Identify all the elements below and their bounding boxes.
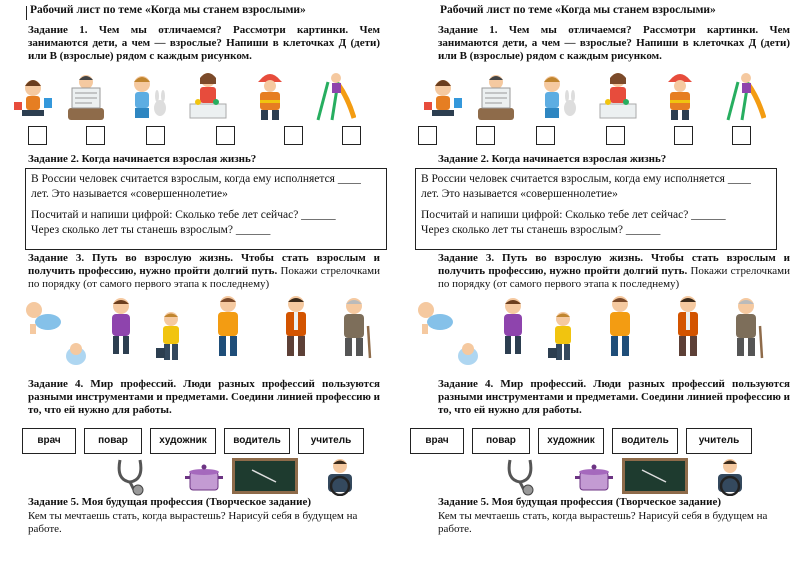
profession-doctor[interactable]: врач [22,428,76,454]
tools-row [20,456,380,496]
adult-cooking-picture [186,68,230,124]
profession-teacher[interactable]: учитель [686,428,752,454]
task5-title: Задание 5. Моя будущая профессия (Творческое задание) [28,496,312,508]
task3-text-copy: Задание 3. Путь во взрослую жизнь. Чтобы стать взрослым и получить профессию, нужно пройти долгий путь. Покажи стрелочками по порядку (от самого первого этапа к последнему) [438,252,791,290]
child-picture [106,296,136,358]
child-playing-picture [422,68,466,124]
elderly-person-picture [340,296,374,360]
adult-picture [280,294,312,360]
task2-line2: Посчитай и напиши цифрой: Сколько тебе лет сейчас? ______ [421,209,726,221]
answer-box-3[interactable] [146,126,165,145]
answer-box-1[interactable] [28,126,47,145]
adult-firefighter-picture [658,68,702,124]
task2-box-copy [415,168,777,250]
child-picture [498,296,528,358]
task2-line3: Через сколько лет ты станешь взрослым? ______ [421,224,661,236]
life-stages-pictures-copy [410,294,770,368]
life-stages-pictures [18,294,378,368]
adult-cooking-picture [596,68,640,124]
profession-artist[interactable]: художник [538,428,604,454]
task2-box [25,168,387,250]
professions-row-copy [410,428,770,454]
young-adult-picture [212,294,244,360]
driver-picture [710,456,750,496]
adult-firefighter-picture [248,68,292,124]
elderly-person-picture [732,296,766,360]
cooking-pot-picture [574,460,614,494]
child-slide-picture [312,68,356,124]
answer-box-5[interactable] [284,126,303,145]
task2-line3: Через сколько лет ты станешь взрослым? ______ [31,224,271,236]
task1-text-copy: Задание 1. Чем мы отличаемся? Рассмотри картинки. Чем занимаются дети, а чем — взрослые? Напиши в клеточках Д (дети) или В (взрослые) рядом с каждым рисунком. [438,24,790,62]
crawling-baby-picture [414,298,454,338]
answer-box-6[interactable] [732,126,751,145]
worksheet-left [0,0,390,567]
child-slide-picture [722,68,766,124]
task5-text-copy: Кем ты мечтаешь стать, когда вырастешь? Нарисуй себя в будущем на работе. [438,510,768,535]
schoolchild-picture [548,310,578,366]
cooking-pot-picture [184,460,224,494]
worksheet-title: Рабочий лист по теме «Когда мы станем взрослыми» [30,4,306,16]
adult-picture [672,294,704,360]
task2-text-copy: Задание 2. Когда начинается взрослая жизнь? [438,153,667,165]
task2-text: Задание 2. Когда начинается взрослая жизнь? [28,153,257,165]
profession-artist[interactable]: художник [150,428,216,454]
adult-reading-picture [64,68,108,124]
profession-doctor[interactable]: врач [410,428,464,454]
driver-picture [320,456,360,496]
worksheet-title-copy: Рабочий лист по теме «Когда мы станем взрослыми» [440,4,716,16]
stethoscope-picture [112,456,156,496]
answer-box-2[interactable] [86,126,105,145]
schoolchild-picture [156,310,186,366]
answer-box-5[interactable] [674,126,693,145]
newborn-picture [456,340,480,366]
task2-line1: В России человек считается взрослым, когда ему исполняется ____ лет. Это называется «совершеннолетие» [421,173,751,200]
profession-teacher[interactable]: учитель [298,428,364,454]
answer-box-2[interactable] [476,126,495,145]
child-with-toy-picture [536,68,580,124]
profession-driver[interactable]: водитель [224,428,290,454]
task4-text-copy: Задание 4. Мир профессий. Люди разных профессий пользуются разными инструментами и предметами. Соедини линией профессию и то, что ей нужно для работы. [438,378,790,416]
answer-box-4[interactable] [216,126,235,145]
task1-pictures-copy [422,68,792,124]
task5-text: Кем ты мечтаешь стать, когда вырастешь? Нарисуй себя в будущем на работе. [28,510,358,535]
chalkboard-picture [232,458,298,494]
task2-line2: Посчитай и напиши цифрой: Сколько тебе лет сейчас? ______ [31,209,336,221]
profession-cook[interactable]: повар [472,428,530,454]
professions-row [22,428,382,454]
task3-text: Задание 3. Путь во взрослую жизнь. Чтобы стать взрослым и получить профессию, нужно пройти долгий путь. Покажи стрелочками по порядку (от самого первого этапа к последнему) [28,252,381,290]
task1-text: Задание 1. Чем мы отличаемся? Рассмотри картинки. Чем занимаются дети, а чем — взрослые? Напиши в клеточках Д (дети) или В (взрослые) рядом с каждым рисунком. [28,24,380,62]
profession-cook[interactable]: повар [84,428,142,454]
task2-line1: В России человек считается взрослым, когда ему исполняется ____ лет. Это называется «совершеннолетие» [31,173,361,200]
task4-text: Задание 4. Мир профессий. Люди разных профессий пользуются разными инструментами и предметами. Соедини линией профессию и то, что ей нужно для работы. [28,378,380,416]
tools-row-copy [410,456,770,496]
answer-box-6[interactable] [342,126,361,145]
child-with-toy-picture [126,68,170,124]
adult-reading-picture [474,68,518,124]
task1-pictures [12,68,382,124]
profession-driver[interactable]: водитель [612,428,678,454]
newborn-picture [64,340,88,366]
child-playing-picture [12,68,56,124]
answer-box-3[interactable] [536,126,555,145]
answer-box-4[interactable] [606,126,625,145]
task5-title-copy: Задание 5. Моя будущая профессия (Творческое задание) [438,496,722,508]
worksheet-right [410,0,800,567]
young-adult-picture [604,294,636,360]
answer-box-1[interactable] [418,126,437,145]
text-cursor [26,6,27,20]
chalkboard-picture [622,458,688,494]
stethoscope-picture [502,456,546,496]
crawling-baby-picture [22,298,62,338]
